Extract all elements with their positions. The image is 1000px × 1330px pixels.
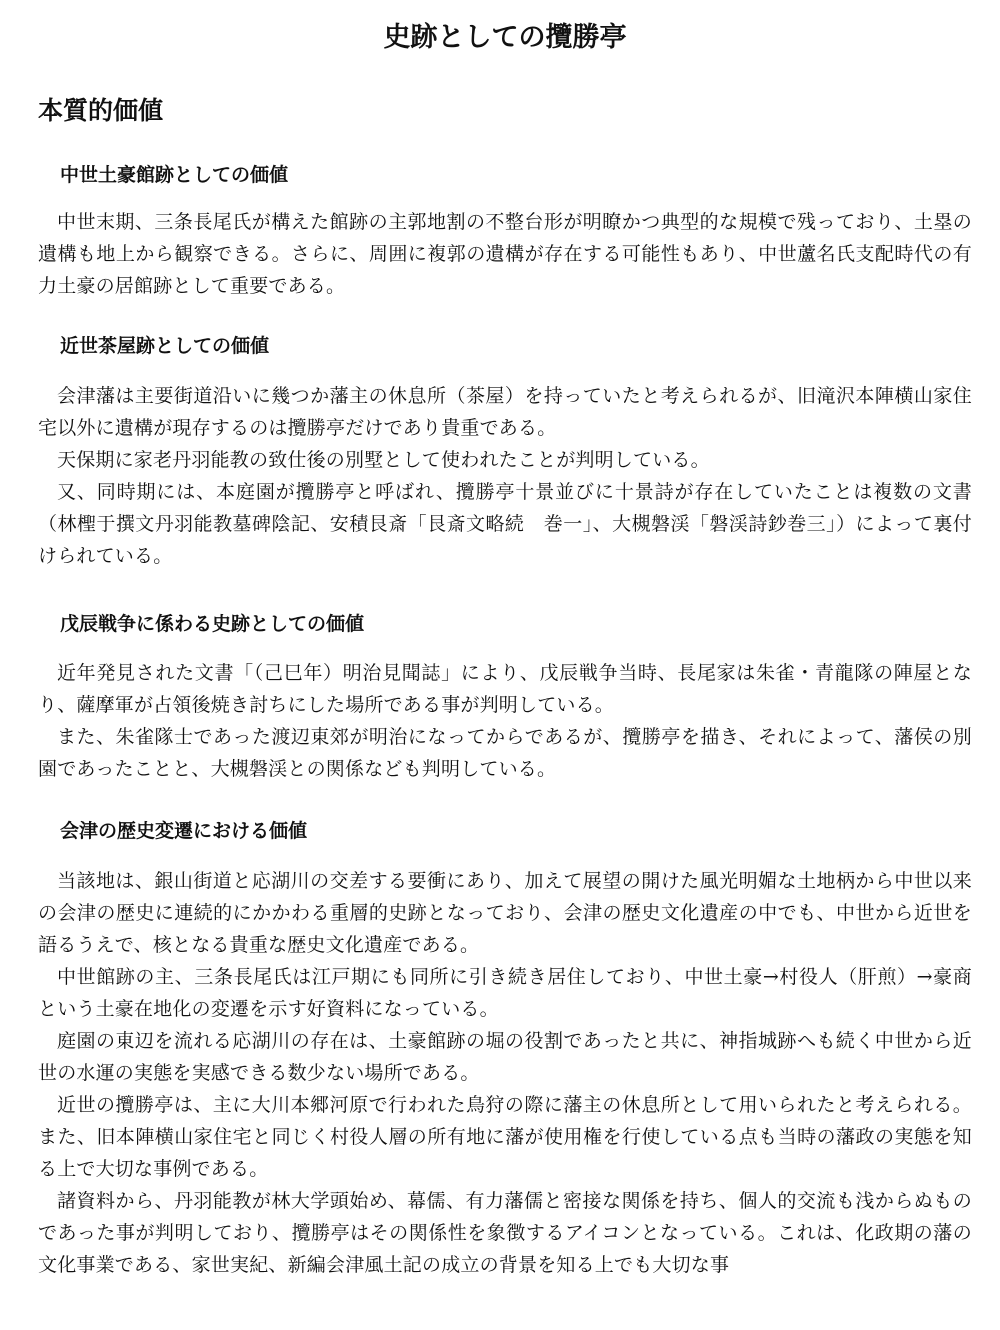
page-title: 史跡としての攬勝亭 [383, 22, 627, 53]
paragraph: また、朱雀隊士であった渡辺東郊が明治になってからであるが、攬勝亭を描き、それによって、藩侯の別園であったことと、大槻磐渓との関係なども判明している。 [38, 726, 972, 780]
paragraph: 近年発見された文書「（己巳年）明治見聞誌」により、戊辰戦争当時、長尾家は朱雀・青龍隊の陣屋となり、薩摩軍が占領後焼き討ちにした場所である事が判明している。 [38, 662, 972, 716]
paragraph: 近世の攬勝亭は、主に大川本郷河原で行われた鳥狩の際に藩主の休息所として用いられたと考えられる。また、旧本陣横山家住宅と同じく村役人層の所有地に藩が使用権を行使している点も当時の藩政の実態を知る上で大切な事例である。 [38, 1094, 972, 1180]
subsection-heading-aizu-history: 会津の歴史変遷における価値 [60, 820, 308, 842]
paragraph: 当該地は、銀山街道と応湖川の交差する要衝にあり、加えて展望の開けた風光明媚な土地柄から中世以来の会津の歴史に連続的にかかわる重層的史跡となっており、会津の歴史文化遺産の中でも、中世から近世を語るうえで、核となる貴重な歴史文化遺産である。 [38, 870, 972, 956]
subsection-body-medieval-residence [38, 206, 972, 302]
paragraph: 中世末期、三条長尾氏が構えた館跡の主郭地割の不整台形が明瞭かつ典型的な規模で残っており、土塁の遺構も地上から観察できる。さらに、周囲に複郭の遺構が存在する可能性もあり、中世蘆名氏支配時代の有力土豪の居館跡として重要である。 [38, 211, 972, 297]
subsection-body-aizu-history [38, 865, 972, 1281]
paragraph: 天保期に家老丹羽能教の致仕後の別墅として使われたことが判明している。 [57, 449, 710, 471]
paragraph: 中世館跡の主、三条長尾氏は江戸期にも同所に引き続き居住しており、中世土豪→村役人（肝煎）→豪商という土豪在地化の変遷を示す好資料になっている。 [38, 966, 972, 1020]
subsection-heading-boshin-war: 戊辰戦争に係わる史跡としての価値 [60, 613, 365, 635]
paragraph: 諸資料から、丹羽能教が林大学頭始め、幕儒、有力藩儒と密接な関係を持ち、個人的交流も浅からぬものであった事が判明しており、攬勝亭はその関係性を象徴するアイコンとなっている。これは、化政期の藩の文化事業である、家世実紀、新編会津風土記の成立の背景を知る上でも大切な事 [38, 1190, 972, 1276]
paragraph: 庭園の東辺を流れる応湖川の存在は、土豪館跡の堀の役割であったと共に、神指城跡へも続く中世から近世の水運の実態を実感できる数少ない場所である。 [38, 1030, 972, 1084]
subsection-heading-medieval-residence: 中世土豪館跡としての価値 [60, 164, 289, 186]
subsection-body-boshin-war [38, 657, 972, 785]
paragraph: 会津藩は主要街道沿いに幾つか藩主の休息所（茶屋）を持っていたと考えられるが、旧滝沢本陣横山家住宅以外に遺構が現存するのは攬勝亭だけであり貴重である。 [38, 385, 972, 439]
section-heading: 本質的価値 [38, 96, 164, 125]
paragraph: 又、同時期には、本庭園が攬勝亭と呼ばれ、攬勝亭十景並びに十景詩が存在していたことは複数の文書（林檉于撰文丹羽能教墓碑陰記、安積艮斎「艮斎文略続 巻一」、大槻磐渓「磐渓詩鈔巻三」）によって裏付けられている。 [38, 481, 972, 567]
subsection-heading-teahouse: 近世茶屋跡としての価値 [60, 335, 270, 357]
subsection-body-teahouse [38, 380, 972, 572]
